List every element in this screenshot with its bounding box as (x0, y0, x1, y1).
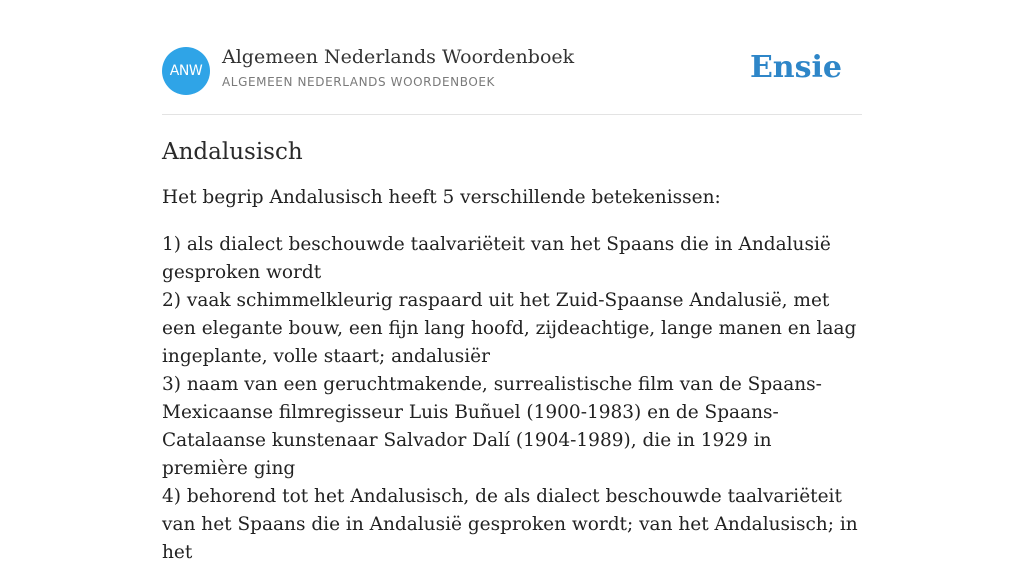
page-title: Andalusisch (162, 139, 303, 165)
definition-item: 1) als dialect beschouwde taalvariëteit van het Spaans die in Andalusië gesproken wordt (162, 234, 831, 283)
definition-item: 2) vaak schimmelkleurig raspaard uit het Zuid-Spaanse Andalusië, met een elegante bouw, een fijn lang hoofd, zijdeachtige, lange manen en laag ingeplante, volle staart; andalusiër (162, 290, 857, 367)
anw-logo[interactable]: ANW (162, 47, 210, 95)
definition-list (162, 231, 862, 567)
site-header (162, 44, 862, 115)
site-subtitle: ALGEMEEN NEDERLANDS WOORDENBOEK (222, 75, 496, 89)
definition-item: 4) behorend tot het Andalusisch, de als dialect beschouwde taalvariëteit van het Spaans die in Andalusië gesproken wordt; van het Andalusisch; in het (162, 486, 858, 563)
entry-content (162, 132, 862, 567)
site-title[interactable]: Algemeen Nederlands Woordenboek (222, 46, 575, 68)
entry-intro: Het begrip Andalusisch heeft 5 verschillende betekenissen: (162, 187, 721, 208)
definition-item: 3) naam van een geruchtmakende, surrealistische film van de Spaans-Mexicaanse filmregisseur Luis Buñuel (1900-1983) en de Spaans-Catalaanse kunstenaar Salvador Dalí (1904-1989), die in 1929 in première ging (162, 374, 822, 479)
ensie-brand-logo[interactable]: Ensie (749, 50, 842, 85)
